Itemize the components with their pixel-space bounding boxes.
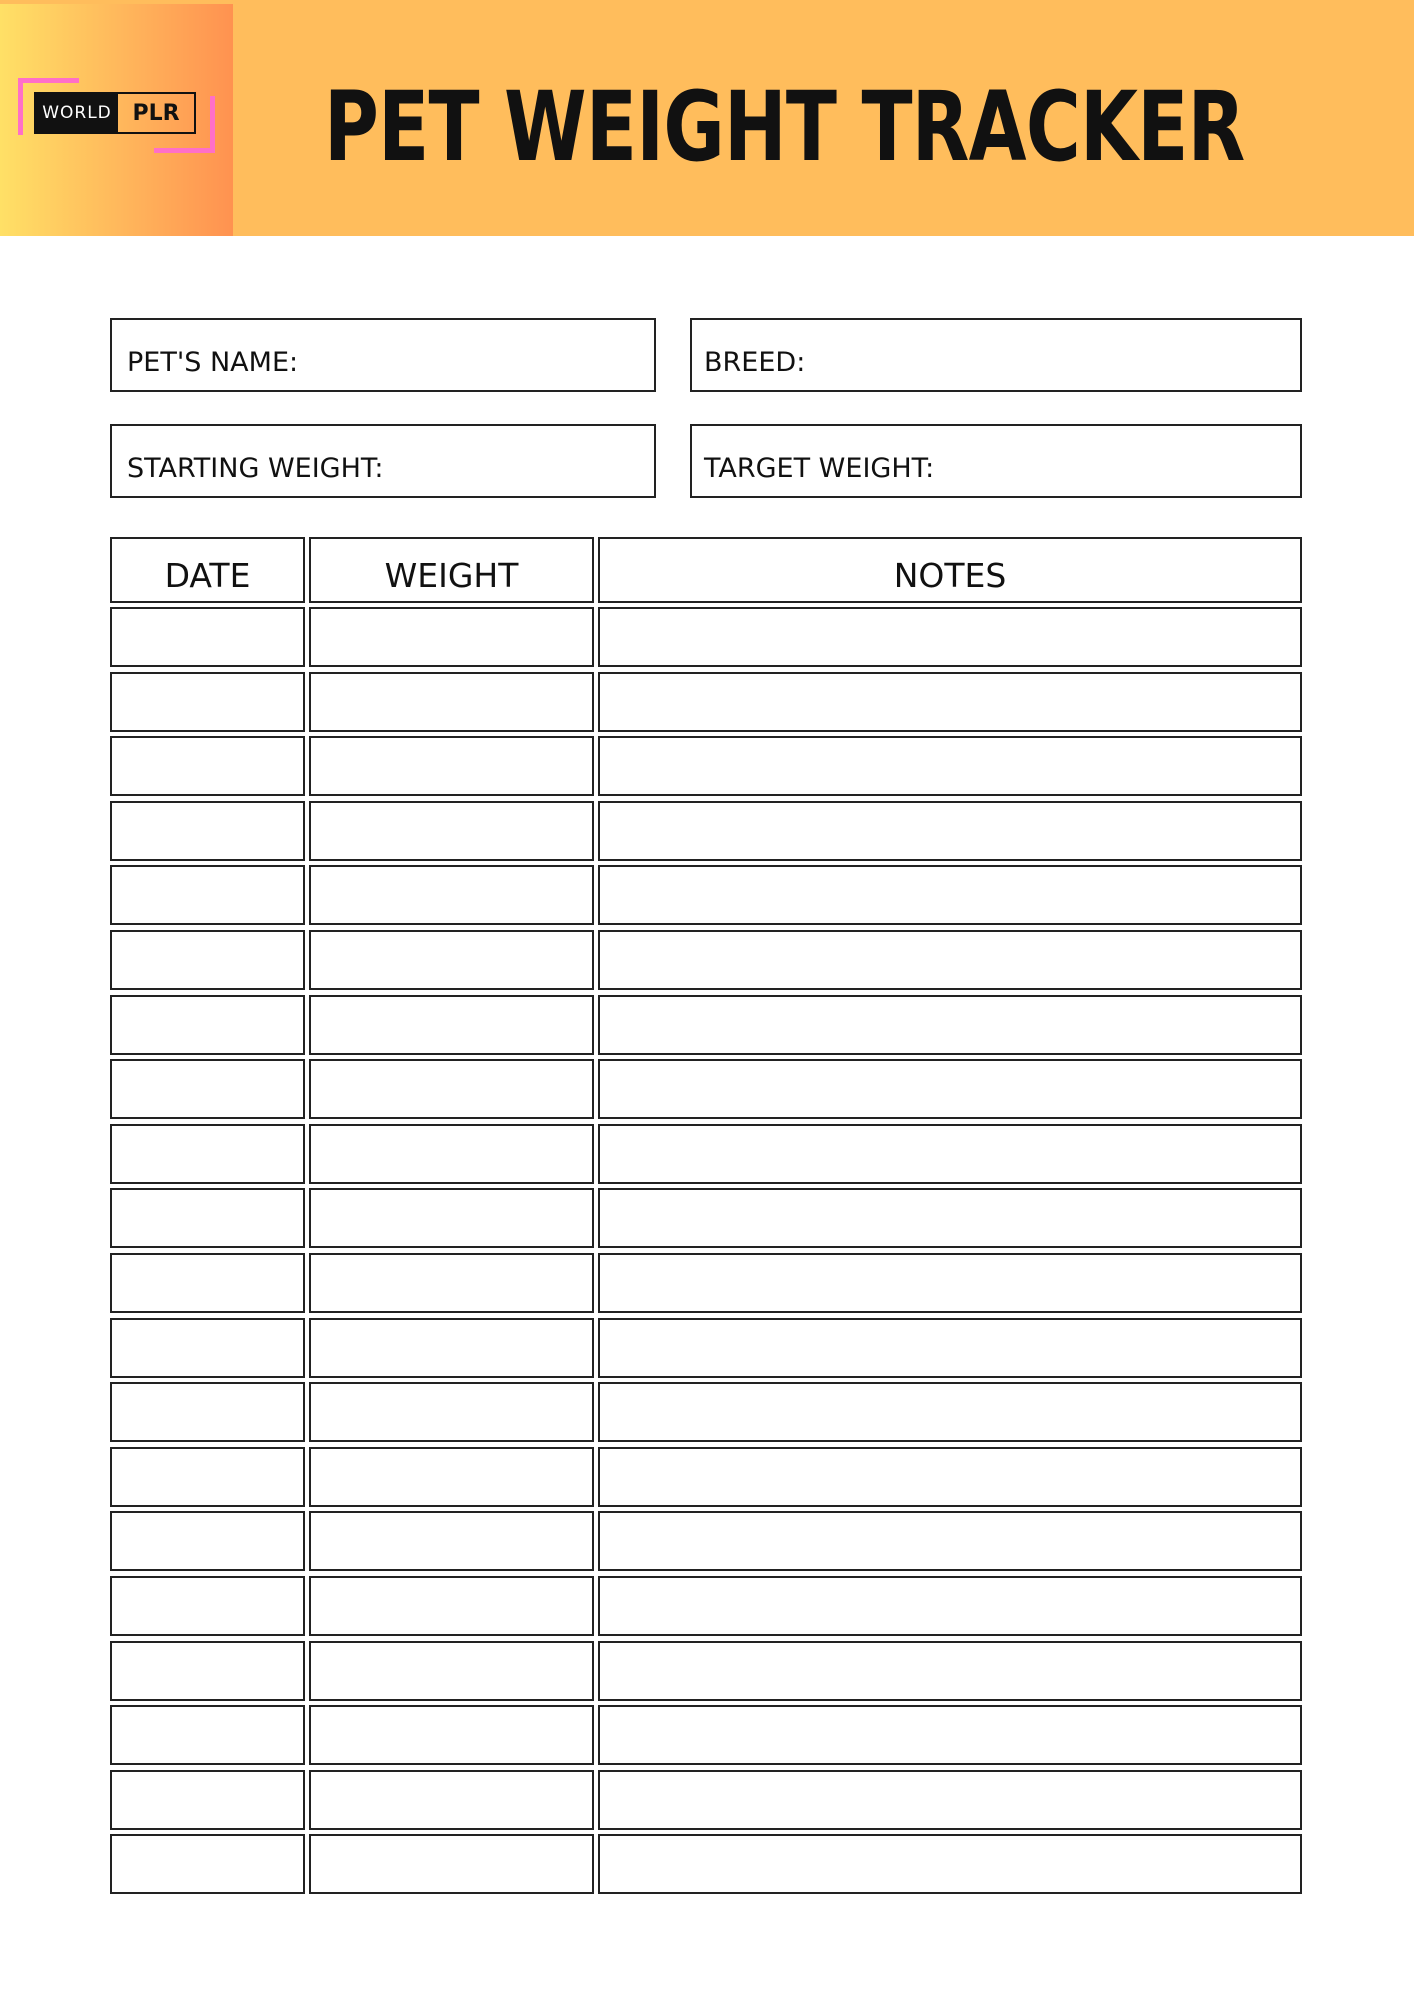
page-title: PET WEIGHT TRACKER — [324, 71, 1245, 183]
table-row — [110, 736, 1302, 796]
column-header-weight: WEIGHT — [309, 537, 594, 603]
weight-cell[interactable] — [309, 607, 594, 667]
notes-cell[interactable] — [598, 1059, 1302, 1119]
breed-field[interactable] — [690, 318, 1302, 392]
table-row — [110, 1641, 1302, 1701]
date-cell[interactable] — [110, 1124, 305, 1184]
date-cell[interactable] — [110, 1318, 305, 1378]
table-row — [110, 1188, 1302, 1248]
starting-weight-label: STARTING WEIGHT: — [127, 453, 384, 484]
weight-cell[interactable] — [309, 1641, 594, 1701]
table-row — [110, 930, 1302, 990]
table-row — [110, 801, 1302, 861]
weight-cell[interactable] — [309, 1770, 594, 1830]
breed-label: BREED: — [704, 347, 806, 378]
notes-cell[interactable] — [598, 1705, 1302, 1765]
date-cell[interactable] — [110, 1511, 305, 1571]
table-row — [110, 1382, 1302, 1442]
table-row — [110, 865, 1302, 925]
weight-cell[interactable] — [309, 1124, 594, 1184]
notes-cell[interactable] — [598, 1253, 1302, 1313]
date-cell[interactable] — [110, 1770, 305, 1830]
weight-cell[interactable] — [309, 1511, 594, 1571]
notes-cell[interactable] — [598, 1834, 1302, 1894]
weight-cell[interactable] — [309, 865, 594, 925]
notes-cell[interactable] — [598, 1124, 1302, 1184]
table-row — [110, 1705, 1302, 1765]
table-header-row — [110, 537, 1302, 603]
date-cell[interactable] — [110, 672, 305, 732]
weight-cell[interactable] — [309, 930, 594, 990]
table-row — [110, 1059, 1302, 1119]
column-header-date: DATE — [110, 537, 305, 603]
notes-cell[interactable] — [598, 607, 1302, 667]
pet-name-field[interactable] — [110, 318, 656, 392]
date-cell[interactable] — [110, 1447, 305, 1507]
weight-cell[interactable] — [309, 995, 594, 1055]
notes-cell[interactable] — [598, 1447, 1302, 1507]
weight-cell[interactable] — [309, 1447, 594, 1507]
notes-cell[interactable] — [598, 1188, 1302, 1248]
date-cell[interactable] — [110, 1253, 305, 1313]
logo-text-world: WORLD — [36, 94, 118, 132]
date-cell[interactable] — [110, 1059, 305, 1119]
weight-cell[interactable] — [309, 1834, 594, 1894]
notes-cell[interactable] — [598, 1382, 1302, 1442]
table-row — [110, 1253, 1302, 1313]
date-cell[interactable] — [110, 1705, 305, 1765]
date-cell[interactable] — [110, 1641, 305, 1701]
date-cell[interactable] — [110, 865, 305, 925]
date-cell[interactable] — [110, 995, 305, 1055]
date-cell[interactable] — [110, 607, 305, 667]
target-weight-label: TARGET WEIGHT: — [704, 453, 935, 484]
header-banner — [0, 0, 1414, 236]
table-row — [110, 672, 1302, 732]
notes-cell[interactable] — [598, 995, 1302, 1055]
notes-cell[interactable] — [598, 801, 1302, 861]
date-cell[interactable] — [110, 801, 305, 861]
table-row — [110, 1834, 1302, 1894]
weight-log-table — [110, 537, 1302, 1899]
weight-cell[interactable] — [309, 736, 594, 796]
logo — [34, 92, 196, 134]
notes-cell[interactable] — [598, 865, 1302, 925]
notes-cell[interactable] — [598, 736, 1302, 796]
date-cell[interactable] — [110, 1188, 305, 1248]
notes-cell[interactable] — [598, 672, 1302, 732]
table-row — [110, 607, 1302, 667]
notes-cell[interactable] — [598, 1511, 1302, 1571]
starting-weight-field[interactable] — [110, 424, 656, 498]
column-header-notes: NOTES — [598, 537, 1302, 603]
weight-cell[interactable] — [309, 801, 594, 861]
table-row — [110, 1511, 1302, 1571]
logo-panel — [0, 4, 233, 236]
weight-cell[interactable] — [309, 1318, 594, 1378]
notes-cell[interactable] — [598, 1770, 1302, 1830]
date-cell[interactable] — [110, 1576, 305, 1636]
date-cell[interactable] — [110, 1382, 305, 1442]
weight-cell[interactable] — [309, 1705, 594, 1765]
weight-cell[interactable] — [309, 1188, 594, 1248]
target-weight-field[interactable] — [690, 424, 1302, 498]
table-row — [110, 1447, 1302, 1507]
weight-cell[interactable] — [309, 1576, 594, 1636]
date-cell[interactable] — [110, 930, 305, 990]
table-row — [110, 1124, 1302, 1184]
date-cell[interactable] — [110, 736, 305, 796]
weight-cell[interactable] — [309, 672, 594, 732]
weight-cell[interactable] — [309, 1059, 594, 1119]
table-row — [110, 1770, 1302, 1830]
table-row — [110, 1576, 1302, 1636]
notes-cell[interactable] — [598, 1641, 1302, 1701]
table-row — [110, 995, 1302, 1055]
notes-cell[interactable] — [598, 1576, 1302, 1636]
weight-cell[interactable] — [309, 1253, 594, 1313]
pet-name-label: PET'S NAME: — [127, 347, 299, 378]
weight-cell[interactable] — [309, 1382, 594, 1442]
date-cell[interactable] — [110, 1834, 305, 1894]
logo-text-plr: PLR — [132, 100, 180, 126]
table-row — [110, 1318, 1302, 1378]
notes-cell[interactable] — [598, 930, 1302, 990]
notes-cell[interactable] — [598, 1318, 1302, 1378]
